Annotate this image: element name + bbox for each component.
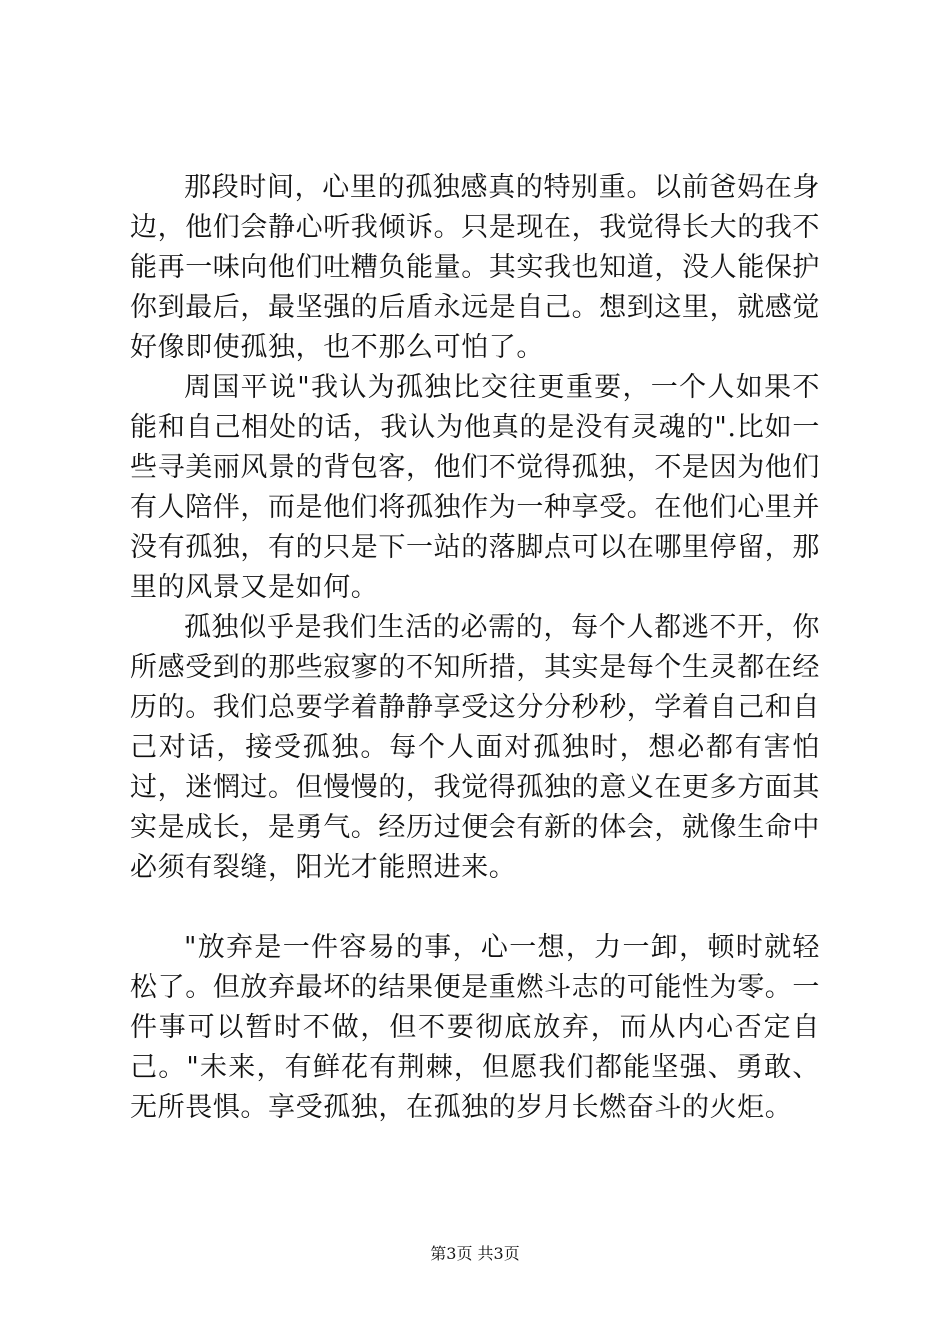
document-body [130, 168, 820, 1128]
page-footer: 第3页 共3页 [430, 1244, 520, 1263]
paragraph-2: 周国平说"我认为孤独比交往更重要，一个人如果不能和自己相处的话，我认为他真的是没有灵魂的".比如一些寻美丽风景的背包客，他们不觉得孤独，不是因为他们有人陪伴，而是他们将孤独作为一种享受。在他们心里并没有孤独，有的只是下一站的落脚点可以在哪里停留，那里的风景又是如何。 [130, 372, 820, 603]
paragraph-4: "放弃是一件容易的事，心一想，力一卸，顿时就轻松了。但放弃最坏的结果便是重燃斗志的可能性为零。一件事可以暂时不做，但不要彻底放弃，而从内心否定自己。"未来，有鲜花有荆棘，但愿我们都能坚强、勇敢、无所畏惧。享受孤独，在孤独的岁月长燃奋斗的火炬。 [130, 932, 820, 1123]
paragraph-3: 孤独似乎是我们生活的必需的，每个人都逃不开，你所感受到的那些寂寥的不知所措，其实是每个生灵都在经历的。我们总要学着静静享受这分分秒秒，学着自己和自己对话，接受孤独。每个人面对孤独时，想必都有害怕过，迷惘过。但慢慢的，我觉得孤独的意义在更多方面其实是成长，是勇气。经历过便会有新的体会，就像生命中必须有裂缝，阳光才能照进来。 [130, 612, 820, 883]
paragraph-1: 那段时间，心里的孤独感真的特别重。以前爸妈在身边，他们会静心听我倾诉。只是现在，我觉得长大的我不能再一味向他们吐糟负能量。其实我也知道，没人能保护你到最后，最坚强的后盾永远是自己。想到这里，就感觉好像即使孤独，也不那么可怕了。 [130, 172, 820, 363]
